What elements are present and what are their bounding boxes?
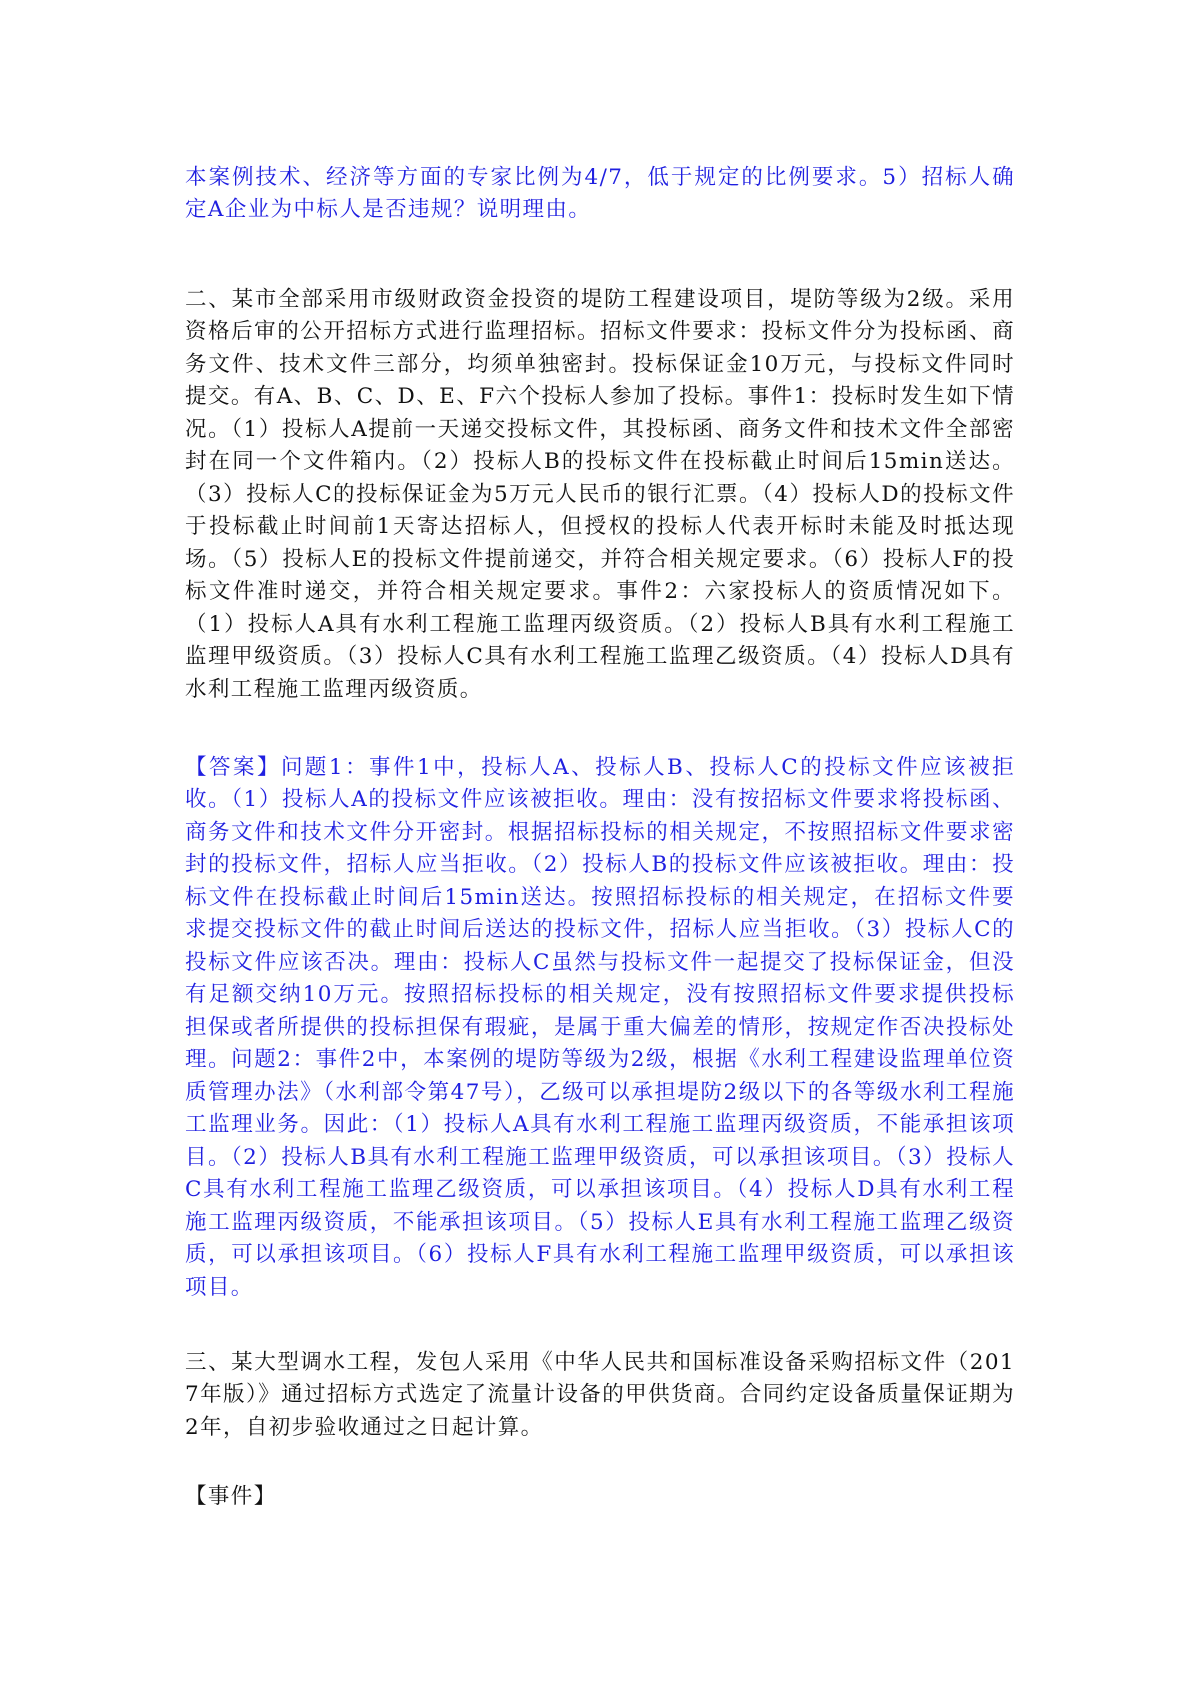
question-three-paragraph: 三、某大型调水工程，发包人采用《中华人民共和国标准设备采购招标文件（2017年版）》通过招标方式选定了流量计设备的甲供货商。合同约定设备质量保证期为2年，自初步验收通过之日起计算。 bbox=[185, 1349, 1015, 1440]
answer-continuation-paragraph: 本案例技术、经济等方面的专家比例为4/7，低于规定的比例要求。5）招标人确定A企业为中标人是否违规？说明理由。 bbox=[185, 164, 1015, 222]
question-two-paragraph: 二、某市全部采用市级财政资金投资的堤防工程建设项目，堤防等级为2级。采用资格后审的公开招标方式进行监理招标。招标文件要求：投标文件分为投标函、商务文件、技术文件三部分，均须单独密封。投标保证金10万元，与投标文件同时提交。有A、B、C、D、E、F六个投标人参加了投标。事件1：投标时发生如下情况。（1）投标人A提前一天递交投标文件，其投标函、商务文件和技术文件全部密封在同一个文件箱内。（2）投标人B的投标文件在投标截止时间后15min送达。（3）投标人C的投标保证金为5万元人民币的银行汇票。（4）投标人D的投标文件于投标截止时间前1天寄达招标人，但授权的投标人代表开标时未能及时抵达现场。（5）投标人E的投标文件提前递交，并符合相关规定要求。（6）投标人F的投标文件准时递交，并符合相关规定要求。事件2：六家投标人的资质情况如下。（1）投标人A具有水利工程施工监理丙级资质。（2）投标人B具有水利工程施工监理甲级资质。（3）投标人C具有水利工程施工监理乙级资质。（4）投标人D具有水利工程施工监理丙级资质。 bbox=[185, 286, 1015, 702]
event-heading: 【事件】 bbox=[185, 1483, 277, 1509]
answer-two-paragraph: 【答案】问题1：事件1中，投标人A、投标人B、投标人C的投标文件应该被拒收。（1）投标人A的投标文件应该被拒收。理由：没有按招标文件要求将投标函、商务文件和技术文件分开密封。根据招标投标的相关规定，不按照招标文件要求密封的投标文件，招标人应当拒收。（2）投标人B的投标文件应该被拒收。理由：投标文件在投标截止时间后15min送达。按照招标投标的相关规定，在招标文件要求提交投标文件的截止时间后送达的投标文件，招标人应当拒收。（3）投标人C的投标文件应该否决。理由：投标人C虽然与投标文件一起提交了投标保证金，但没有足额交纳10万元。按照招标投标的相关规定，没有按照招标文件要求提供投标担保或者所提供的投标担保有瑕疵，是属于重大偏差的情形，按规定作否决投标处理。问题2：事件2中，本案例的堤防等级为2级，根据《水利工程建设监理单位资质管理办法》（水利部令第47号），乙级可以承担堤防2级以下的各等级水利工程施工监理业务。因此：（1）投标人A具有水利工程施工监理丙级资质，不能承担该项目。（2）投标人B具有水利工程施工监理甲级资质，可以承担该项目。（3）投标人C具有水利工程施工监理乙级资质，可以承担该项目。（4）投标人D具有水利工程施工监理丙级资质，不能承担该项目。（5）投标人E具有水利工程施工监理乙级资质，可以承担该项目。（6）投标人F具有水利工程施工监理甲级资质，可以承担该项目。 bbox=[185, 754, 1015, 1300]
